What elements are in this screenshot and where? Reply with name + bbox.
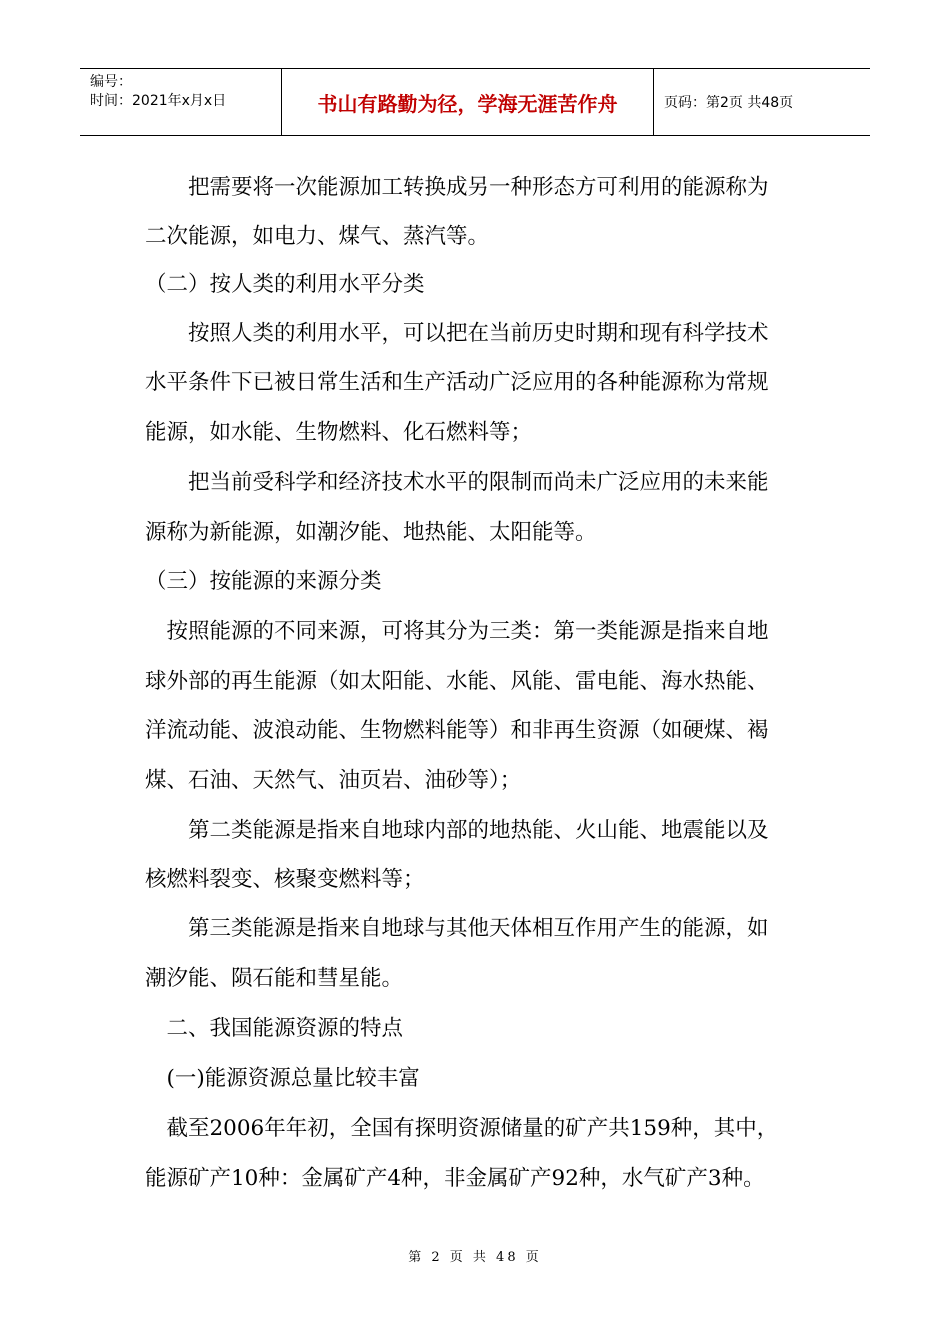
header-page-info: 页码：第2页 共48页 xyxy=(664,95,794,111)
header-motto: 书山有路勤为径，学海无涯苦作舟 xyxy=(282,69,654,135)
header-number-label: 编号： xyxy=(90,74,132,90)
body-line: 按照人类的利用水平，可以把在当前历史时期和现有科学技术 xyxy=(145,321,769,346)
section-heading: 二、我国能源资源的特点 xyxy=(145,1016,404,1041)
body-line: 潮汐能、陨石能和彗星能。 xyxy=(145,966,404,991)
body-line: 按照能源的不同来源，可将其分为三类：第一类能源是指来自地 xyxy=(145,619,769,644)
section-heading: （三）按能源的来源分类 xyxy=(145,569,382,594)
body-line: 能源，如水能、生物燃料、化石燃料等； xyxy=(145,420,533,445)
header-meta xyxy=(80,69,282,135)
section-heading: （二）按人类的利用水平分类 xyxy=(145,272,425,297)
page-header xyxy=(80,68,870,136)
body-line: 截至2006年年初，全国有探明资源储量的矿产共159种，其中， xyxy=(145,1116,779,1141)
body-line: 第三类能源是指来自地球与其他天体相互作用产生的能源，如 xyxy=(145,916,769,941)
page-footer: 第 2 页 共 48 页 xyxy=(408,1250,542,1265)
body-line: 核燃料裂变、核聚变燃料等； xyxy=(145,867,425,892)
body-line: 第二类能源是指来自地球内部的地热能、火山能、地震能以及 xyxy=(145,818,769,843)
body-line: 洋流动能、波浪动能、生物燃料能等）和非再生资源（如硬煤、褐 xyxy=(145,718,769,743)
body-line: 把需要将一次能源加工转换成另一种形态方可利用的能源称为 xyxy=(145,175,769,200)
body-line: 球外部的再生能源（如太阳能、水能、风能、雷电能、海水热能、 xyxy=(145,669,769,694)
header-date-label: 时间：2021年x月x日 xyxy=(90,93,227,109)
body-line: 水平条件下已被日常生活和生产活动广泛应用的各种能源称为常规 xyxy=(145,370,769,395)
section-heading: (一)能源资源总量比较丰富 xyxy=(145,1066,420,1091)
body-line: 源称为新能源，如潮汐能、地热能、太阳能等。 xyxy=(145,520,597,545)
body-line: 能源矿产10种：金属矿产4种，非金属矿产92种，水气矿产3种。 xyxy=(145,1166,765,1191)
body-line: 煤、石油、天然气、油页岩、油砂等）； xyxy=(145,768,522,793)
body-line: 二次能源，如电力、煤气、蒸汽等。 xyxy=(145,224,490,249)
body-line: 把当前受科学和经济技术水平的限制而尚未广泛应用的未来能 xyxy=(145,470,769,495)
